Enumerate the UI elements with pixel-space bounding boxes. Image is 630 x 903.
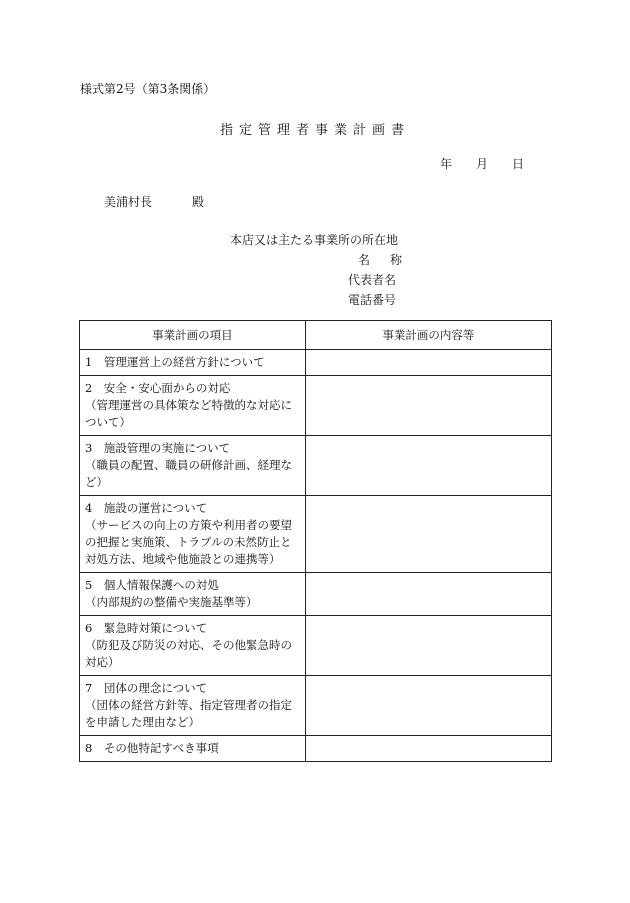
table-row (80, 676, 552, 736)
date-year-label: 年 (440, 157, 453, 171)
form-number: 様式第2号（第3条関係） (80, 82, 216, 96)
plan-item-1: 1 管理運営上の経営方針について (80, 350, 306, 376)
addressee (104, 193, 204, 210)
table-row (80, 376, 552, 436)
plan-content-4[interactable] (305, 496, 551, 573)
name-label: 名称 (358, 253, 423, 267)
applicant-block (230, 230, 422, 310)
addressee-honorific: 殿 (192, 195, 205, 209)
plan-item-2: 2 安全・安心面からの対応 （管理運営の具体策など特徴的な対応について） (80, 376, 306, 436)
header-plan-item: 事業計画の項目 (80, 321, 306, 350)
address-label: 本店又は主たる事業所の所在地 (230, 233, 399, 247)
plan-content-5[interactable] (305, 573, 551, 616)
table-row (80, 436, 552, 496)
business-plan-table (79, 320, 552, 762)
plan-content-7[interactable] (305, 676, 551, 736)
table-row (80, 573, 552, 616)
plan-content-1[interactable] (305, 350, 551, 376)
table-row (80, 350, 552, 376)
plan-item-8: 8 その他特記すべき事項 (80, 736, 306, 762)
plan-content-8[interactable] (305, 736, 551, 762)
date-day-label: 日 (512, 157, 525, 171)
document-title: 指定管理者事業計画書 (219, 123, 410, 138)
date-month-label: 月 (476, 157, 489, 171)
header-plan-content: 事業計画の内容等 (305, 321, 551, 350)
date-line (440, 155, 524, 172)
table-row (80, 496, 552, 573)
representative-label: 代表者名 (348, 273, 397, 287)
plan-content-6[interactable] (305, 616, 551, 676)
plan-item-6: 6 緊急時対策について （防犯及び防災の対応、その他緊急時の対応） (80, 616, 306, 676)
table-row (80, 736, 552, 762)
plan-item-3: 3 施設管理の実施について （職員の配置、職員の研修計画、経理など） (80, 436, 306, 496)
plan-content-2[interactable] (305, 376, 551, 436)
plan-item-7: 7 団体の理念について （団体の経営方針等、指定管理者の指定を申請した理由など） (80, 676, 306, 736)
table-row (80, 616, 552, 676)
plan-item-4: 4 施設の運営について （サービスの向上の方策や利用者の要望の把握と実施策、トラブルの未然防止と対処方法、地域や他施設との連携等） (80, 496, 306, 573)
plan-content-3[interactable] (305, 436, 551, 496)
table-header-row (80, 321, 552, 350)
plan-item-5: 5 個人情報保護への対処 （内部規約の整備や実施基準等） (80, 573, 306, 616)
addressee-name: 美浦村長 (104, 195, 153, 209)
phone-label: 電話番号 (348, 293, 397, 307)
